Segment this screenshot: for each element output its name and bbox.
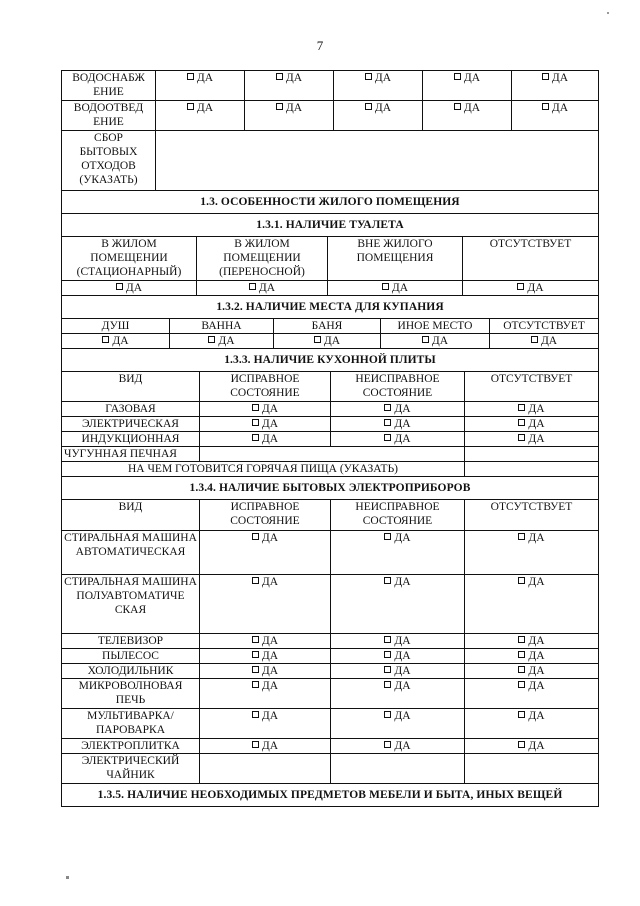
- checkbox-icon: [384, 636, 391, 643]
- checkbox-icon: [252, 681, 259, 688]
- checkbox-icon: [518, 741, 525, 748]
- checkbox-yes[interactable]: ДА: [465, 575, 599, 634]
- page-number: 7: [316, 38, 324, 53]
- checkbox-yes[interactable]: ДА: [197, 281, 328, 296]
- checkbox-yes[interactable]: ДА: [156, 101, 245, 131]
- checkbox-icon: [365, 73, 372, 80]
- checkbox-icon: [384, 533, 391, 540]
- answer-field[interactable]: [465, 462, 599, 477]
- answer-field[interactable]: [465, 447, 599, 462]
- section-title: 1.3.5. НАЛИЧИЕ НЕОБХОДИМЫХ ПРЕДМЕТОВ МЕБЕЛИ И БЫТА, ИНЫХ ВЕЩЕЙ: [62, 784, 599, 807]
- row-label: ХОЛОДИЛЬНИК: [62, 664, 200, 679]
- checkbox-yes[interactable]: ДА: [465, 664, 599, 679]
- checkbox-yes[interactable]: ДА: [62, 281, 197, 296]
- checkbox-icon: [518, 577, 525, 584]
- checkbox-icon: [252, 636, 259, 643]
- checkbox-yes[interactable]: ДА: [200, 679, 331, 709]
- row-label: ГАЗОВАЯ: [62, 402, 200, 417]
- checkbox-icon: [252, 419, 259, 426]
- checkbox-icon: [518, 434, 525, 441]
- checkbox-icon: [252, 533, 259, 540]
- checkbox-icon: [384, 711, 391, 718]
- column-header: НЕИСПРАВНОЕ СОСТОЯНИЕ: [331, 500, 465, 531]
- checkbox-yes[interactable]: ДА: [331, 739, 465, 754]
- checkbox-yes[interactable]: ДА: [200, 634, 331, 649]
- checkbox-yes[interactable]: ДА: [465, 402, 599, 417]
- checkbox-yes[interactable]: ДА: [512, 101, 599, 131]
- row-label: СТИРАЛЬНАЯ МАШИНА АВТОМАТИЧЕСКАЯ: [62, 531, 200, 575]
- checkbox-icon: [252, 711, 259, 718]
- row-label: СТИРАЛЬНАЯ МАШИНА ПОЛУАВТОМАТИЧЕ СКАЯ: [62, 575, 200, 634]
- checkbox-icon: [252, 666, 259, 673]
- checkbox-icon: [208, 336, 215, 343]
- checkbox-yes[interactable]: ДА: [465, 634, 599, 649]
- row-label: ВОДОСНАБЖ ЕНИЕ: [62, 71, 156, 101]
- checkbox-yes[interactable]: ДА: [331, 664, 465, 679]
- checkbox-icon: [102, 336, 109, 343]
- column-header: ОТСУТСТВУЕТ: [463, 237, 599, 281]
- checkbox-icon: [187, 103, 194, 110]
- checkbox-icon: [116, 283, 123, 290]
- checkbox-yes[interactable]: ДА: [62, 334, 170, 349]
- checkbox-yes[interactable]: ДА: [331, 531, 465, 575]
- row-label: ВОДООТВЕД ЕНИЕ: [62, 101, 156, 131]
- row-label: ЭЛЕКТРИЧЕСКАЯ: [62, 417, 200, 432]
- column-header: ОТСУТСТВУЕТ: [490, 319, 599, 334]
- checkbox-yes[interactable]: ДА: [331, 709, 465, 739]
- checkbox-yes[interactable]: ДА: [200, 575, 331, 634]
- row-label: ЧУГУННАЯ ПЕЧНАЯ: [62, 447, 200, 462]
- checkbox-yes[interactable]: ДА: [490, 334, 599, 349]
- checkbox-icon: [384, 404, 391, 411]
- checkbox-icon: [365, 103, 372, 110]
- checkbox-icon: [384, 419, 391, 426]
- checkbox-yes[interactable]: ДА: [200, 432, 331, 447]
- column-header: ДУШ: [62, 319, 170, 334]
- checkbox-icon: [518, 419, 525, 426]
- answer-field[interactable]: [331, 754, 465, 784]
- checkbox-icon: [542, 103, 549, 110]
- checkbox-yes[interactable]: ДА: [331, 634, 465, 649]
- checkbox-icon: [518, 651, 525, 658]
- checkbox-yes[interactable]: ДА: [200, 402, 331, 417]
- checkbox-yes[interactable]: ДА: [331, 679, 465, 709]
- column-header: ИНОЕ МЕСТО: [381, 319, 490, 334]
- column-header: ВАННА: [170, 319, 274, 334]
- subsection-title: 1.3.4. НАЛИЧИЕ БЫТОВЫХ ЭЛЕКТРОПРИБОРОВ: [62, 477, 599, 500]
- checkbox-icon: [454, 103, 461, 110]
- checkbox-yes[interactable]: ДА: [331, 402, 465, 417]
- checkbox-yes[interactable]: ДА: [245, 101, 334, 131]
- checkbox-icon: [252, 577, 259, 584]
- checkbox-icon: [422, 336, 429, 343]
- checkbox-yes[interactable]: ДА: [381, 334, 490, 349]
- column-header: В ЖИЛОМ ПОМЕЩЕНИИ (ПЕРЕНОСНОЙ): [197, 237, 328, 281]
- checkbox-icon: [384, 577, 391, 584]
- checkbox-yes[interactable]: ДА: [465, 739, 599, 754]
- checkbox-icon: [531, 336, 538, 343]
- checkbox-yes[interactable]: ДА: [423, 71, 512, 101]
- checkbox-icon: [276, 103, 283, 110]
- checkbox-icon: [384, 741, 391, 748]
- checkbox-icon: [518, 404, 525, 411]
- checkbox-icon: [384, 651, 391, 658]
- column-header: ВНЕ ЖИЛОГО ПОМЕЩЕНИЯ: [328, 237, 463, 281]
- scan-speck: [607, 12, 609, 14]
- toilet-table: [61, 213, 599, 296]
- answer-field[interactable]: [200, 754, 331, 784]
- checkbox-icon: [518, 711, 525, 718]
- checkbox-icon: [252, 434, 259, 441]
- row-label: МИКРОВОЛНОВАЯ ПЕЧЬ: [62, 679, 200, 709]
- column-header: НЕИСПРАВНОЕ СОСТОЯНИЕ: [331, 372, 465, 402]
- checkbox-icon: [518, 636, 525, 643]
- checkbox-icon: [454, 73, 461, 80]
- subsection-title: 1.3.2. НАЛИЧИЕ МЕСТА ДЛЯ КУПАНИЯ: [62, 296, 599, 319]
- hot-food-label: НА ЧЕМ ГОТОВИТСЯ ГОРЯЧАЯ ПИЩА (УКАЗАТЬ): [62, 462, 465, 477]
- column-header: В ЖИЛОМ ПОМЕЩЕНИИ (СТАЦИОНАРНЫЙ): [62, 237, 197, 281]
- checkbox-icon: [518, 533, 525, 540]
- checkbox-yes[interactable]: ДА: [331, 649, 465, 664]
- bathing-table: [61, 295, 599, 349]
- column-header: ВИД: [62, 500, 200, 531]
- appliances-table: [61, 476, 599, 807]
- checkbox-yes[interactable]: ДА: [200, 531, 331, 575]
- checkbox-yes[interactable]: ДА: [334, 71, 423, 101]
- checkbox-yes[interactable]: ДА: [331, 432, 465, 447]
- checkbox-icon: [314, 336, 321, 343]
- row-label: ЭЛЕКТРИЧЕСКИЙ ЧАЙНИК: [62, 754, 200, 784]
- checkbox-yes[interactable]: ДА: [334, 101, 423, 131]
- checkbox-icon: [249, 283, 256, 290]
- row-label: ПЫЛЕСОС: [62, 649, 200, 664]
- checkbox-yes[interactable]: ДА: [156, 71, 245, 101]
- checkbox-icon: [252, 651, 259, 658]
- answer-field[interactable]: [465, 754, 599, 784]
- column-header: ИСПРАВНОЕ СОСТОЯНИЕ: [200, 372, 331, 402]
- column-header: ИСПРАВНОЕ СОСТОЯНИЕ: [200, 500, 331, 531]
- checkbox-yes[interactable]: ДА: [200, 739, 331, 754]
- checkbox-icon: [384, 681, 391, 688]
- checkbox-yes[interactable]: ДА: [465, 417, 599, 432]
- scan-speck: [66, 876, 69, 879]
- checkbox-yes[interactable]: ДА: [200, 417, 331, 432]
- row-label: ИНДУКЦИОННАЯ: [62, 432, 200, 447]
- checkbox-icon: [252, 741, 259, 748]
- checkbox-yes[interactable]: ДА: [328, 281, 463, 296]
- checkbox-yes[interactable]: ДА: [512, 71, 599, 101]
- answer-field[interactable]: [200, 447, 465, 462]
- checkbox-yes[interactable]: ДА: [463, 281, 599, 296]
- row-label: СБОР БЫТОВЫХ ОТХОДОВ (УКАЗАТЬ): [62, 131, 156, 191]
- utilities-table: [61, 70, 599, 214]
- checkbox-yes[interactable]: ДА: [465, 649, 599, 664]
- checkbox-icon: [276, 73, 283, 80]
- checkbox-icon: [384, 666, 391, 673]
- checkbox-yes[interactable]: ДА: [170, 334, 274, 349]
- column-header: ОТСУТСТВУЕТ: [465, 500, 599, 531]
- row-label: ТЕЛЕВИЗОР: [62, 634, 200, 649]
- answer-field[interactable]: [156, 131, 599, 191]
- checkbox-yes[interactable]: ДА: [465, 531, 599, 575]
- column-header: ВИД: [62, 372, 200, 402]
- checkbox-yes[interactable]: ДА: [331, 575, 465, 634]
- checkbox-icon: [517, 283, 524, 290]
- checkbox-icon: [518, 666, 525, 673]
- checkbox-yes[interactable]: ДА: [274, 334, 381, 349]
- subsection-title: 1.3.1. НАЛИЧИЕ ТУАЛЕТА: [62, 214, 599, 237]
- checkbox-yes[interactable]: ДА: [465, 432, 599, 447]
- checkbox-icon: [518, 681, 525, 688]
- checkbox-yes[interactable]: ДА: [245, 71, 334, 101]
- checkbox-icon: [384, 434, 391, 441]
- checkbox-yes[interactable]: ДА: [200, 709, 331, 739]
- checkbox-icon: [542, 73, 549, 80]
- section-title: 1.3. ОСОБЕННОСТИ ЖИЛОГО ПОМЕЩЕНИЯ: [62, 191, 599, 214]
- column-header: БАНЯ: [274, 319, 381, 334]
- checkbox-yes[interactable]: ДА: [423, 101, 512, 131]
- checkbox-yes[interactable]: ДА: [465, 709, 599, 739]
- subsection-title: 1.3.3. НАЛИЧИЕ КУХОННОЙ ПЛИТЫ: [62, 349, 599, 372]
- form-tables: [61, 70, 598, 807]
- checkbox-icon: [187, 73, 194, 80]
- checkbox-yes[interactable]: ДА: [200, 664, 331, 679]
- checkbox-yes[interactable]: ДА: [465, 679, 599, 709]
- checkbox-icon: [382, 283, 389, 290]
- column-header: ОТСУТСТВУЕТ: [465, 372, 599, 402]
- row-label: МУЛЬТИВАРКА/ ПАРОВАРКА: [62, 709, 200, 739]
- checkbox-yes[interactable]: ДА: [200, 649, 331, 664]
- checkbox-icon: [252, 404, 259, 411]
- checkbox-yes[interactable]: ДА: [331, 417, 465, 432]
- row-label: ЭЛЕКТРОПЛИТКА: [62, 739, 200, 754]
- stove-table: [61, 348, 599, 477]
